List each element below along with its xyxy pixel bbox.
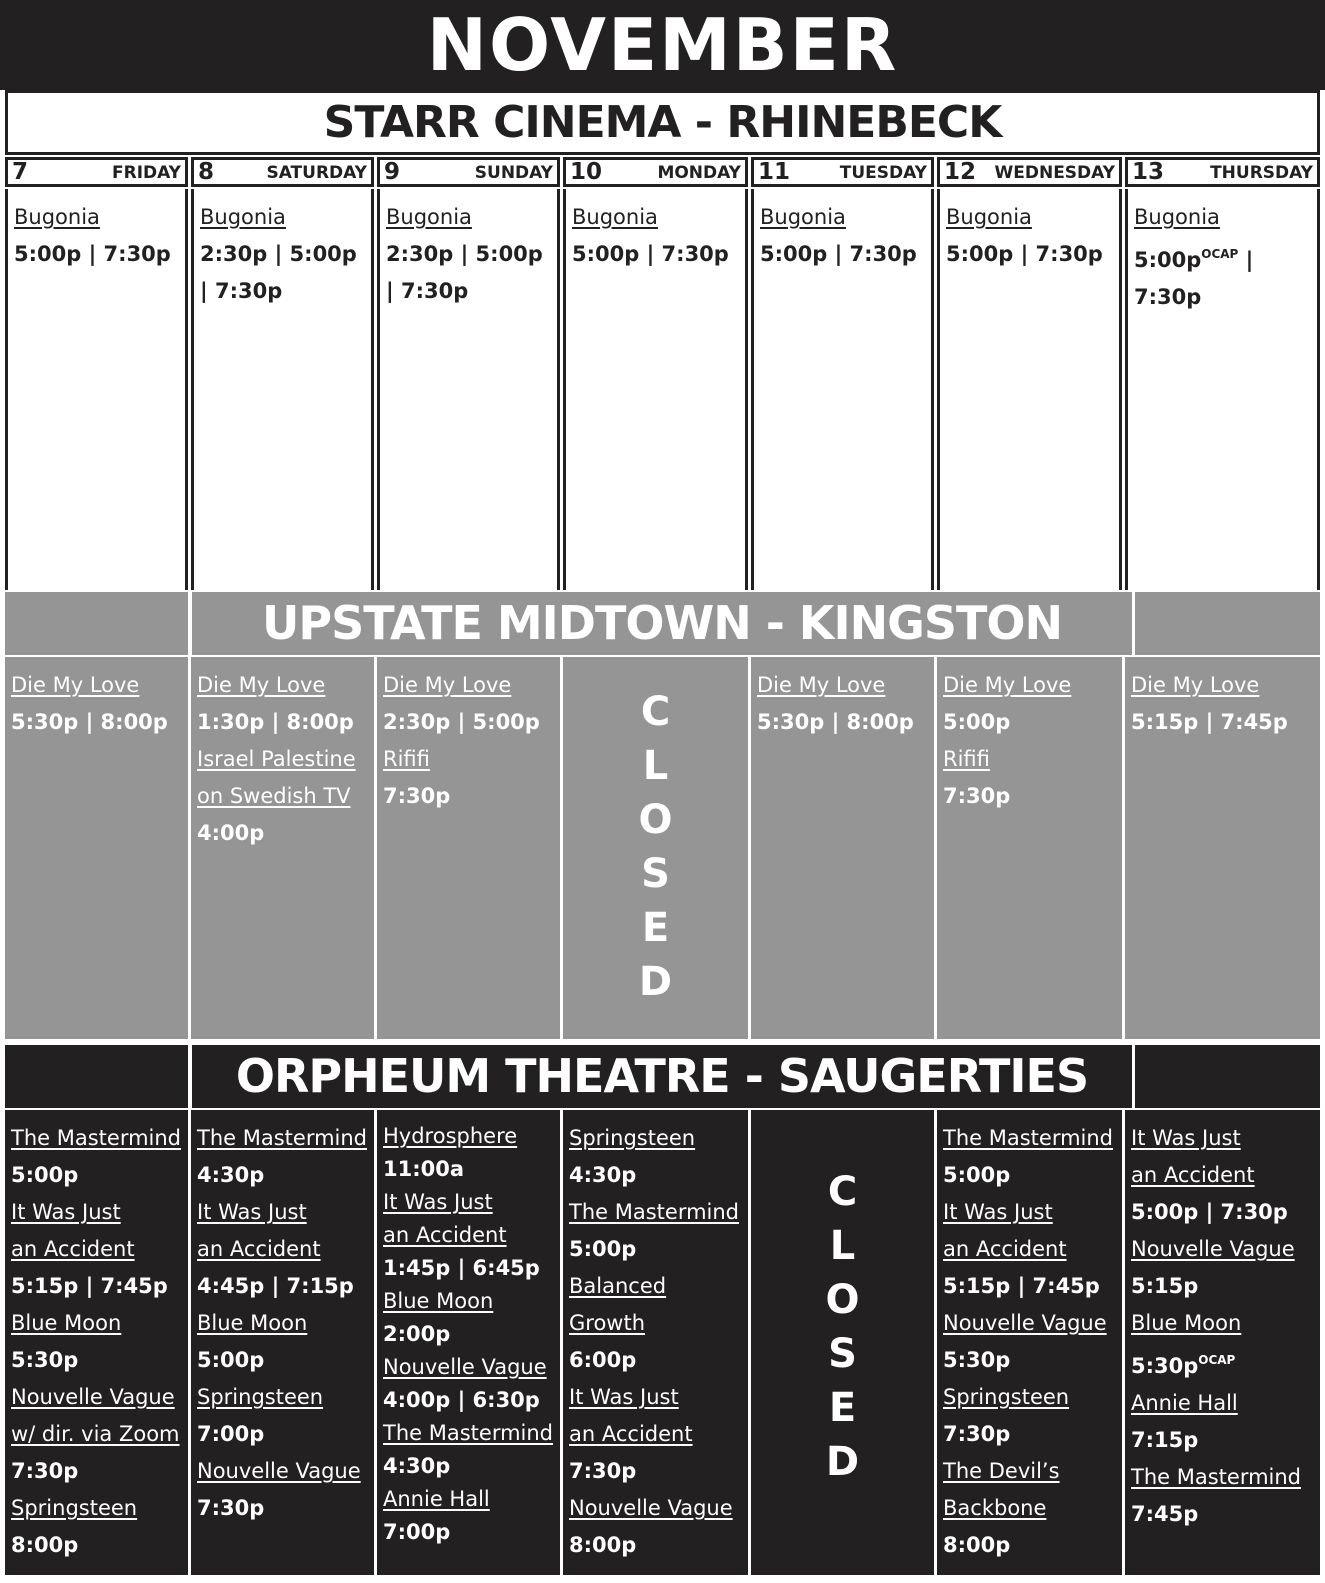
- month-title: NOVEMBER: [0, 0, 1325, 90]
- showtimes: 2:30p | 5:00p | 7:30p: [200, 242, 357, 303]
- film-link[interactable]: w/ dir. via Zoom: [11, 1422, 180, 1446]
- showtimes: 7:30p: [197, 1496, 265, 1520]
- film-link[interactable]: The Mastermind: [569, 1200, 740, 1224]
- showtimes: 7:30p: [943, 1422, 1011, 1446]
- day-header-tue: [751, 157, 934, 187]
- film-link[interactable]: The Mastermind: [1131, 1465, 1302, 1489]
- orpheum-cell-sat: [191, 1110, 374, 1575]
- day-number: 9: [384, 159, 401, 185]
- showtimes: 4:00p | 6:30p: [383, 1388, 540, 1412]
- film-link[interactable]: The Devil’s: [943, 1459, 1060, 1483]
- upstate-cell-tue: [751, 657, 934, 1039]
- showtime: | 7:30p: [1134, 248, 1254, 309]
- showtimes: 5:00p: [197, 1348, 265, 1372]
- film-link[interactable]: Nouvelle Vague: [943, 1311, 1107, 1335]
- closed-letter: D: [825, 1439, 860, 1485]
- showtimes: 4:30p: [197, 1163, 265, 1187]
- film-link[interactable]: The Mastermind: [383, 1421, 554, 1445]
- showtimes: 4:00p: [197, 821, 265, 845]
- day-name: SUNDAY: [474, 163, 553, 183]
- showtimes: 6:00p: [569, 1348, 637, 1372]
- film-link[interactable]: an Accident: [383, 1223, 507, 1247]
- showtimes: 5:00p | 7:30p: [572, 242, 729, 266]
- closed-letter: D: [638, 959, 673, 1005]
- day-name: FRIDAY: [112, 163, 181, 183]
- showtimes: 7:30p: [383, 784, 451, 808]
- day-name: TUESDAY: [839, 163, 927, 183]
- day-number: 7: [12, 159, 29, 185]
- day-number: 12: [944, 159, 977, 185]
- film-link[interactable]: Springsteen: [11, 1496, 138, 1520]
- film-link[interactable]: Nouvelle Vague: [383, 1355, 547, 1379]
- showtimes: 11:00a: [383, 1157, 465, 1181]
- film-link[interactable]: Nouvelle Vague: [1131, 1237, 1295, 1261]
- showtimes: 8:00p: [569, 1533, 637, 1557]
- film-link[interactable]: Bugonia: [572, 205, 658, 229]
- showtimes: 2:30p | 5:00p | 7:30p: [386, 242, 543, 303]
- film-link[interactable]: Springsteen: [197, 1385, 324, 1409]
- film-link[interactable]: It Was Just: [943, 1200, 1053, 1224]
- film-link[interactable]: an Accident: [1131, 1163, 1255, 1187]
- venue-header-starr: STARR CINEMA - RHINEBECK: [5, 90, 1320, 155]
- starr-cell-sat: [191, 189, 374, 590]
- showtimes: 5:30p: [943, 1348, 1011, 1372]
- film-link[interactable]: Bugonia: [200, 205, 286, 229]
- film-link[interactable]: Rififi: [943, 747, 990, 771]
- film-link[interactable]: Bugonia: [946, 205, 1032, 229]
- film-link[interactable]: an Accident: [569, 1422, 693, 1446]
- day-name: SATURDAY: [266, 163, 367, 183]
- showtimes: 1:45p | 6:45p: [383, 1256, 540, 1280]
- film-link[interactable]: Blue Moon: [383, 1289, 494, 1313]
- film-link[interactable]: an Accident: [197, 1237, 321, 1261]
- film-link[interactable]: Springsteen: [569, 1126, 696, 1150]
- film-link[interactable]: Israel Palestine on Swedish TV: [197, 747, 356, 808]
- showtimes: 5:30p | 8:00p: [11, 710, 168, 734]
- film-link[interactable]: Die My Love: [757, 673, 886, 697]
- starr-cell-thu: [1125, 189, 1320, 590]
- orpheum-side-block: [1135, 1045, 1320, 1108]
- showtimes: 5:15p: [1131, 1274, 1199, 1298]
- film-link[interactable]: The Mastermind: [197, 1126, 368, 1150]
- showtimes: 7:00p: [197, 1422, 265, 1446]
- film-link[interactable]: Bugonia: [386, 205, 472, 229]
- showtimes: 5:00p | 7:30p: [1131, 1200, 1288, 1224]
- showtimes: 2:30p | 5:00p: [383, 710, 540, 734]
- film-link[interactable]: Nouvelle Vague: [197, 1459, 361, 1483]
- upstate-cell-sun: [377, 657, 560, 1039]
- orpheum-cell-fri: [5, 1110, 188, 1575]
- day-header-thu: [1125, 157, 1320, 187]
- showtimes: 5:00p: [943, 710, 1011, 734]
- orpheum-cell-sun: [377, 1110, 560, 1575]
- film-link[interactable]: It Was Just: [383, 1190, 493, 1214]
- day-number: 13: [1132, 159, 1165, 185]
- showtimes: [1131, 1342, 1314, 1385]
- film-link[interactable]: Bugonia: [760, 205, 846, 229]
- closed-letter: E: [641, 905, 670, 951]
- day-number: 10: [570, 159, 603, 185]
- film-link[interactable]: Blue Moon: [11, 1311, 122, 1335]
- showtimes: 4:30p: [569, 1163, 637, 1187]
- orpheum-side-block: [5, 1045, 188, 1108]
- venue-header-upstate: UPSTATE MIDTOWN - KINGSTON: [192, 592, 1132, 655]
- closed-notice: [563, 685, 748, 1009]
- film-link[interactable]: Nouvelle Vague: [569, 1496, 733, 1520]
- film-link[interactable]: It Was Just: [569, 1385, 679, 1409]
- orpheum-cell-tue: [751, 1110, 934, 1575]
- film-link[interactable]: Backbone: [943, 1496, 1047, 1520]
- ocap-badge: OCAP: [1201, 247, 1239, 261]
- closed-letter: E: [828, 1385, 857, 1431]
- showtimes: 5:15p | 7:45p: [943, 1274, 1100, 1298]
- film-link[interactable]: Die My Love: [197, 673, 326, 697]
- showtimes: 5:00p: [943, 1163, 1011, 1187]
- upstate-cell-fri: [5, 657, 188, 1039]
- showtimes: 7:30p: [569, 1459, 637, 1483]
- film-link[interactable]: It Was Just: [1131, 1126, 1241, 1150]
- showtimes: 5:00p: [569, 1237, 637, 1261]
- ocap-badge: OCAP: [1198, 1353, 1236, 1367]
- showtimes: 5:30p: [11, 1348, 79, 1372]
- showtimes: 5:15p | 7:45p: [11, 1274, 168, 1298]
- venue-header-orpheum: ORPHEUM THEATRE - SAUGERTIES: [192, 1045, 1132, 1108]
- upstate-side-block: [5, 592, 188, 655]
- film-link[interactable]: Die My Love: [1131, 673, 1260, 697]
- day-name: MONDAY: [657, 163, 741, 183]
- closed-letter: C: [827, 1169, 858, 1215]
- film-link[interactable]: Rififi: [383, 747, 430, 771]
- closed-letter: S: [828, 1331, 857, 1377]
- film-link[interactable]: Nouvelle Vague: [11, 1385, 175, 1409]
- film-link[interactable]: It Was Just: [197, 1200, 307, 1224]
- day-number: 8: [198, 159, 215, 185]
- film-link[interactable]: Blue Moon: [197, 1311, 308, 1335]
- film-link[interactable]: The Mastermind: [11, 1126, 182, 1150]
- film-link[interactable]: Springsteen: [943, 1385, 1070, 1409]
- starr-cell-mon: [563, 189, 748, 590]
- upstate-cell-thu: [1125, 657, 1320, 1039]
- showtimes: 2:00p: [383, 1322, 451, 1346]
- closed-notice: [751, 1165, 934, 1489]
- showtimes: 5:00p: [11, 1163, 79, 1187]
- film-link[interactable]: Bugonia: [1134, 205, 1220, 229]
- showtimes: 7:45p: [1131, 1502, 1199, 1526]
- day-header-fri: [5, 157, 188, 187]
- showtimes: 5:15p | 7:45p: [1131, 710, 1288, 734]
- starr-cell-fri: [5, 189, 188, 590]
- upstate-cell-sat: [191, 657, 374, 1039]
- closed-letter: C: [640, 689, 671, 735]
- closed-letter: L: [829, 1223, 856, 1269]
- film-link[interactable]: Balanced Growth: [569, 1274, 667, 1335]
- film-link[interactable]: Die My Love: [383, 673, 512, 697]
- film-link[interactable]: Die My Love: [11, 673, 140, 697]
- showtimes: 5:00p | 7:30p: [760, 242, 917, 266]
- showtimes: [1134, 236, 1311, 316]
- day-header-sun: [377, 157, 560, 187]
- orpheum-cell-thu: [1125, 1110, 1320, 1575]
- film-link[interactable]: It Was Just: [11, 1200, 121, 1224]
- orpheum-cell-wed: [937, 1110, 1122, 1575]
- film-link[interactable]: Bugonia: [14, 205, 100, 229]
- showtimes: 5:30p | 8:00p: [757, 710, 914, 734]
- day-header-mon: [563, 157, 748, 187]
- film-link[interactable]: Annie Hall: [1131, 1391, 1238, 1415]
- showtimes: 7:15p: [1131, 1428, 1199, 1452]
- day-name: WEDNESDAY: [994, 163, 1115, 183]
- closed-letter: S: [641, 851, 670, 897]
- starr-cell-tue: [751, 189, 934, 590]
- showtimes: 8:00p: [943, 1533, 1011, 1557]
- showtimes: 4:30p: [383, 1454, 451, 1478]
- film-link[interactable]: an Accident: [11, 1237, 135, 1261]
- orpheum-cell-mon: [563, 1110, 748, 1575]
- day-number: 11: [758, 159, 791, 185]
- showtime: 5:30p: [1131, 1354, 1199, 1378]
- showtimes: 5:00p | 7:30p: [14, 242, 171, 266]
- upstate-side-block: [1135, 592, 1320, 655]
- showtimes: 4:45p | 7:15p: [197, 1274, 354, 1298]
- closed-letter: O: [825, 1277, 860, 1323]
- closed-letter: L: [642, 743, 669, 789]
- showtimes: 1:30p | 8:00p: [197, 710, 354, 734]
- day-header-wed: [937, 157, 1122, 187]
- film-link[interactable]: Blue Moon: [1131, 1311, 1242, 1335]
- film-link[interactable]: Hydrosphere: [383, 1124, 518, 1148]
- showtimes: 5:00p | 7:30p: [946, 242, 1103, 266]
- film-link[interactable]: The Mastermind: [943, 1126, 1114, 1150]
- closed-letter: O: [638, 797, 673, 843]
- upstate-cell-wed: [937, 657, 1122, 1039]
- starr-cell-wed: [937, 189, 1122, 590]
- day-header-sat: [191, 157, 374, 187]
- film-link[interactable]: an Accident: [943, 1237, 1067, 1261]
- showtime: 5:00p: [1134, 248, 1202, 272]
- starr-cell-sun: [377, 189, 560, 590]
- showtimes: 7:00p: [383, 1520, 451, 1544]
- showtimes: 8:00p: [11, 1533, 79, 1557]
- film-link[interactable]: Die My Love: [943, 673, 1072, 697]
- showtimes: 7:30p: [11, 1459, 79, 1483]
- upstate-cell-mon: [563, 657, 748, 1039]
- showtimes: 7:30p: [943, 784, 1011, 808]
- day-name: THURSDAY: [1210, 163, 1313, 183]
- film-link[interactable]: Annie Hall: [383, 1487, 490, 1511]
